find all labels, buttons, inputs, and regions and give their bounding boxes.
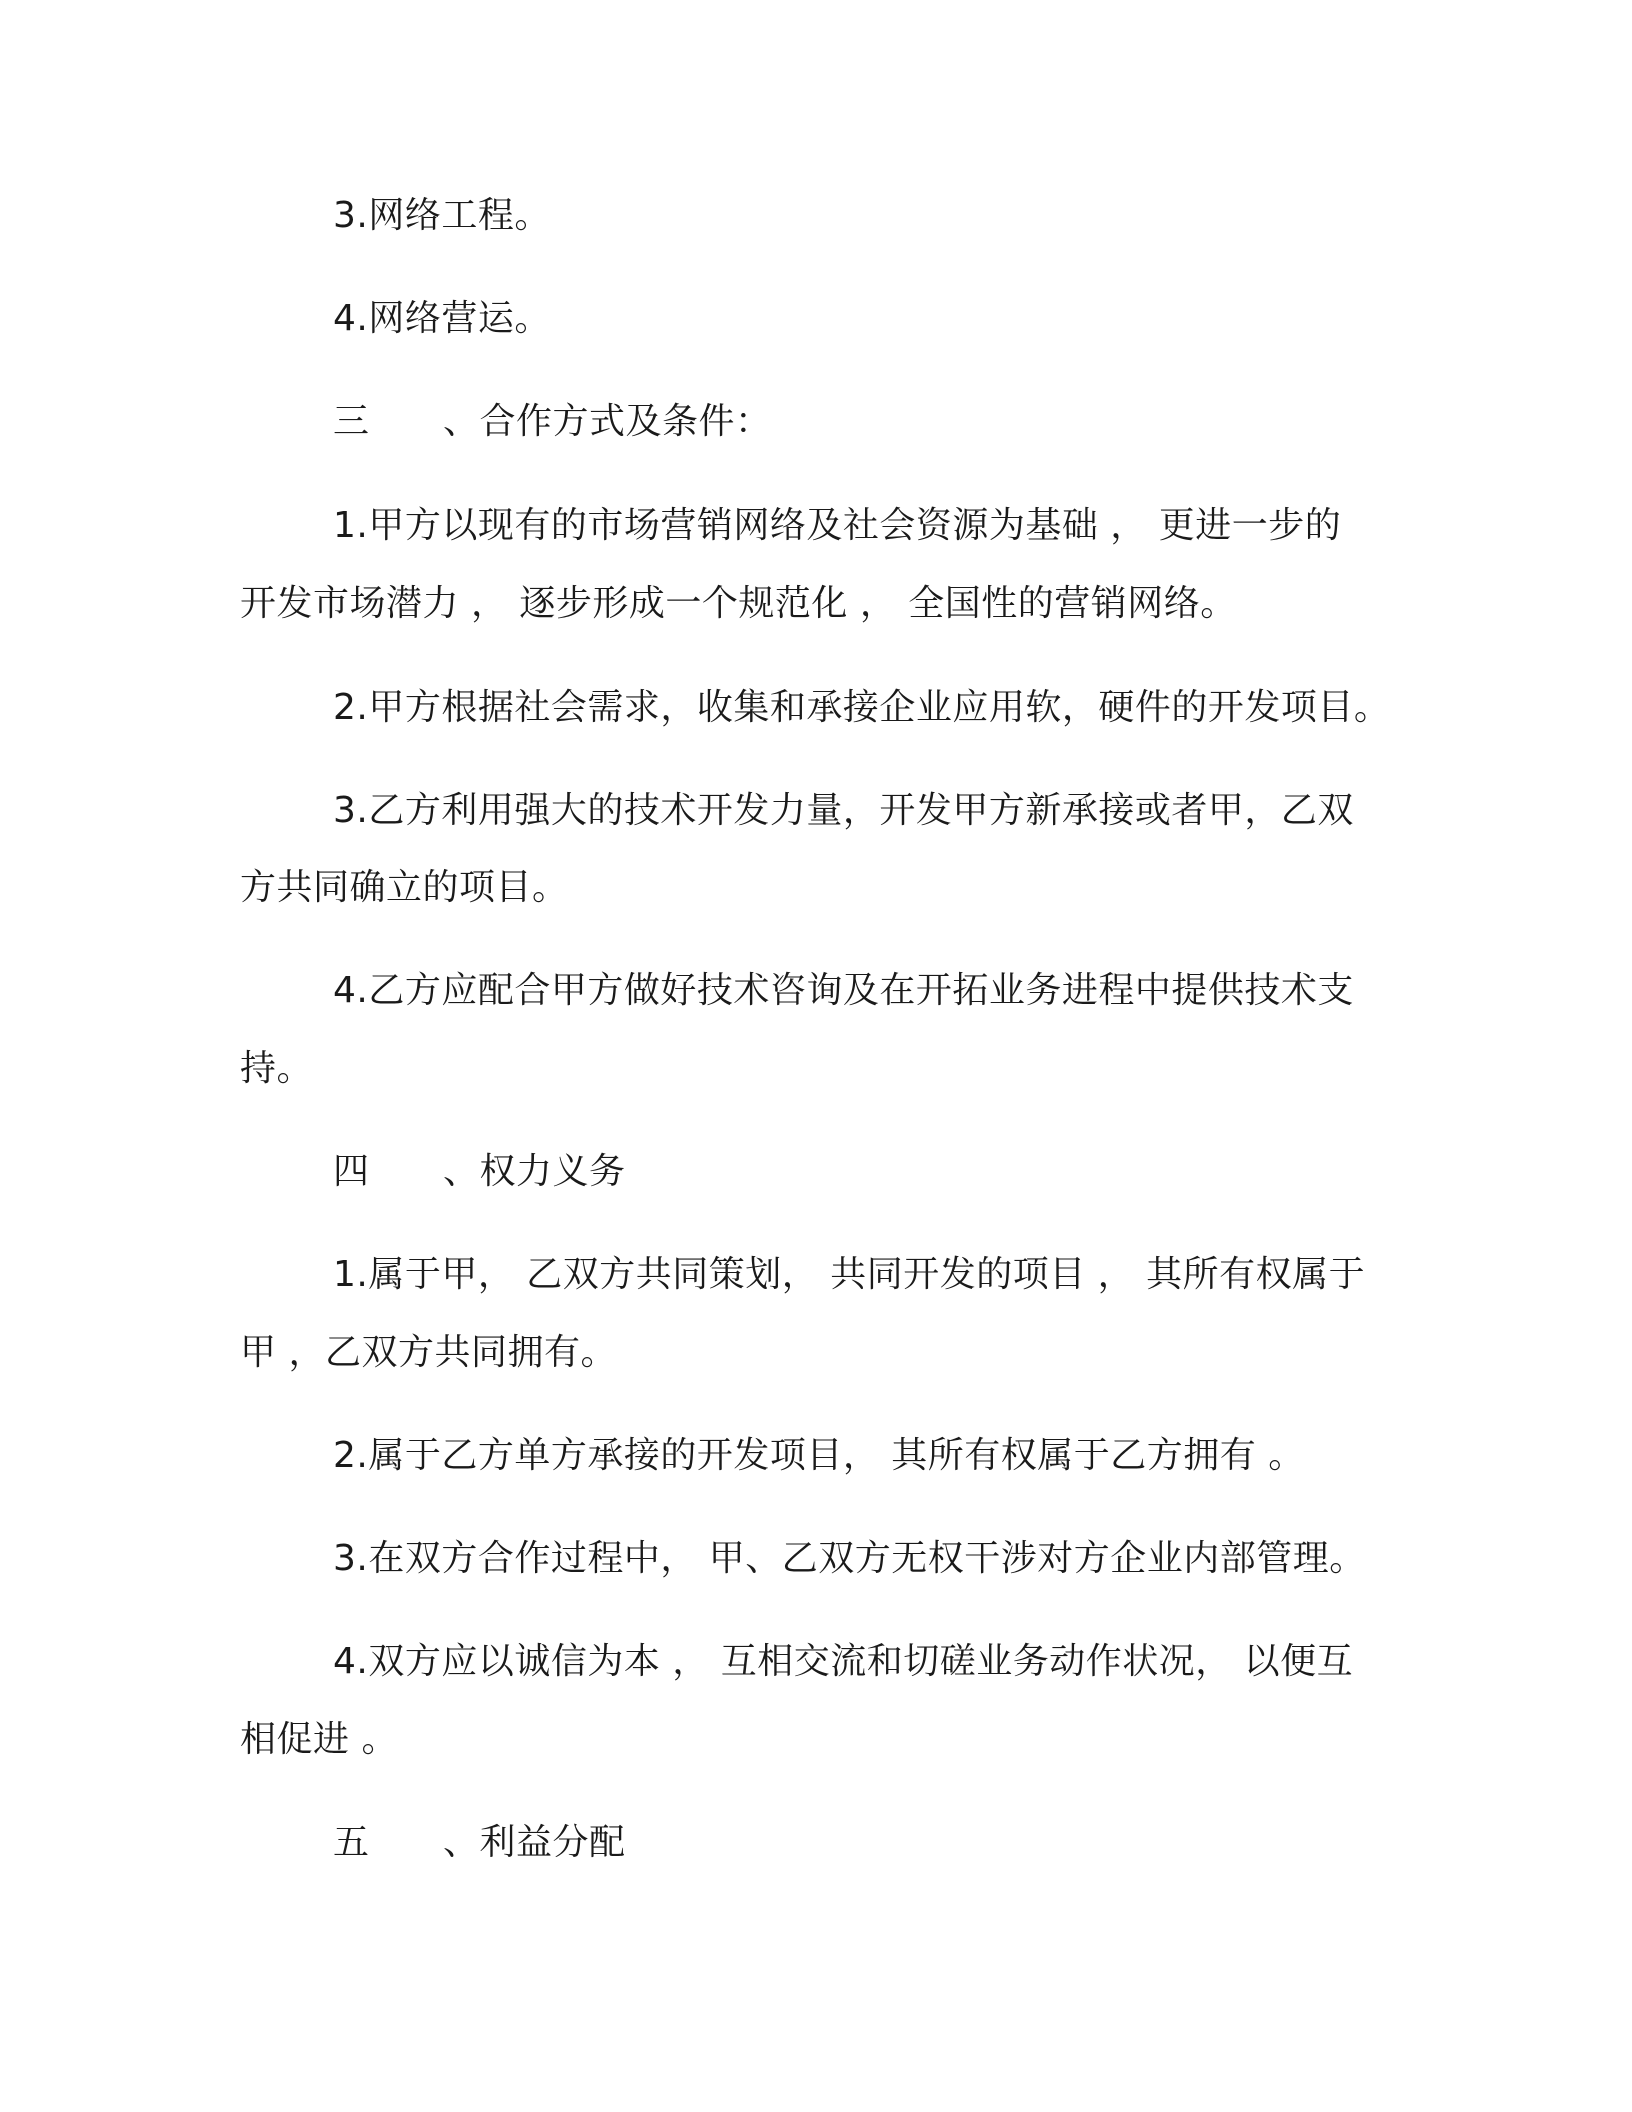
paragraph-line (240, 1331, 617, 1375)
paragraph-line (333, 1434, 1305, 1478)
paragraph-text: 持。 (240, 1048, 314, 1089)
section-title: 、权力义务 (443, 1151, 626, 1192)
paragraph-line (240, 582, 1237, 626)
paragraph-line (333, 1537, 1366, 1581)
section-heading (333, 400, 772, 444)
item-text: 3.网络工程。 (333, 195, 551, 236)
paragraph-line (333, 1640, 1353, 1684)
paragraph-line (333, 686, 1390, 730)
paragraph-line (333, 1253, 1365, 1297)
paragraph-line (333, 789, 1354, 833)
section-number: 三 (333, 401, 370, 442)
paragraph-line (333, 504, 1341, 548)
paragraph-text: 4.乙方应配合甲方做好技术咨询及在开拓业务进程中提供技术支 (333, 970, 1354, 1011)
list-item (333, 194, 551, 238)
section-title: 、合作方式及条件： (443, 401, 772, 442)
paragraph-line (240, 1047, 313, 1091)
item-text: 4.网络营运。 (333, 298, 551, 339)
paragraph-text: 2.属于乙方单方承接的开发项目， 其所有权属于乙方拥有 。 (333, 1435, 1305, 1476)
paragraph-line (333, 969, 1354, 1013)
paragraph-text: 相促进 。 (240, 1719, 398, 1760)
paragraph-text: 3.乙方利用强大的技术开发力量，开发甲方新承接或者甲，乙双 (333, 790, 1354, 831)
paragraph-text: 1.属于甲， 乙双方共同策划， 共同开发的项目 ， 其所有权属于 (333, 1254, 1366, 1295)
section-number: 五 (333, 1822, 370, 1863)
paragraph-text: 1.甲方以现有的市场营销网络及社会资源为基础 ， 更进一步的 (333, 505, 1342, 546)
paragraph-text: 4.双方应以诚信为本 ， 互相交流和切磋业务动作状况， 以便互 (333, 1641, 1354, 1682)
paragraph-text: 3.在双方合作过程中， 甲、乙双方无权干涉对方企业内部管理。 (333, 1538, 1366, 1579)
paragraph-text: 甲 ，乙双方共同拥有。 (240, 1332, 617, 1373)
paragraph-text: 方共同确立的项目。 (240, 867, 569, 908)
list-item (333, 297, 551, 341)
paragraph-text: 开发市场潜力 ， 逐步形成一个规范化 ， 全国性的营销网络。 (240, 583, 1237, 624)
section-title: 、利益分配 (443, 1822, 626, 1863)
paragraph-line (240, 866, 569, 910)
paragraph-line (240, 1718, 398, 1762)
section-heading (333, 1150, 626, 1194)
paragraph-text: 2.甲方根据社会需求，收集和承接企业应用软，硬件的开发项目。 (333, 687, 1391, 728)
section-heading (333, 1821, 626, 1865)
section-number: 四 (333, 1151, 370, 1192)
